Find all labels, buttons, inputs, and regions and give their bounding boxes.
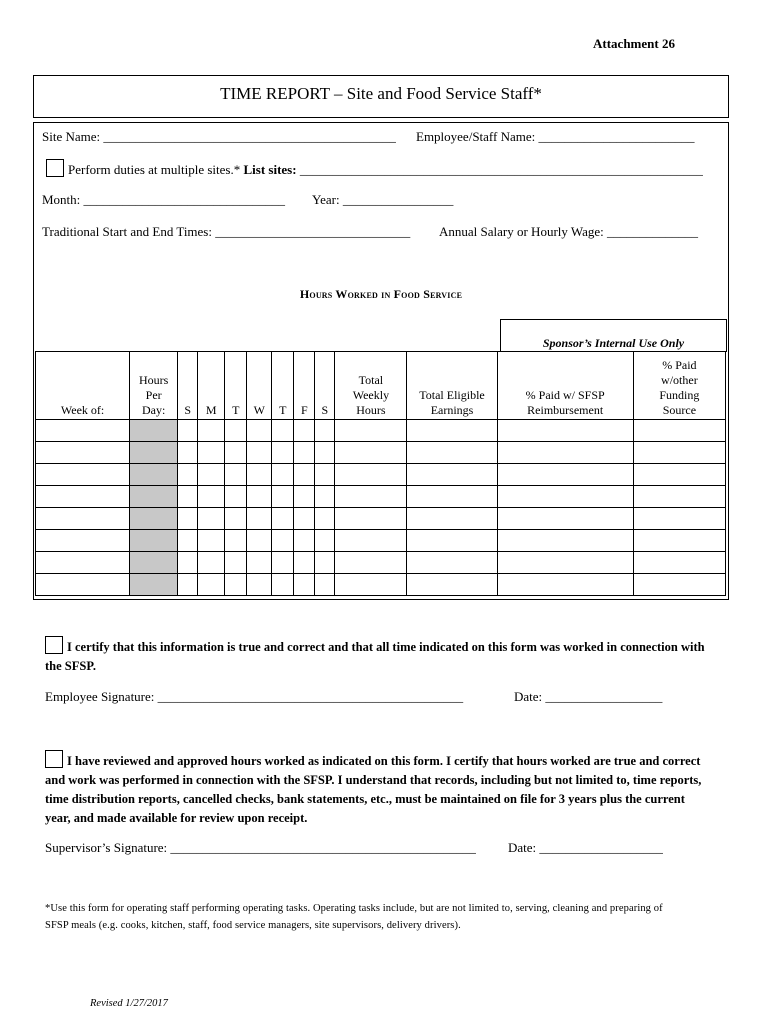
table-cell[interactable] xyxy=(225,486,247,508)
table-cell[interactable] xyxy=(315,574,335,596)
table-cell[interactable] xyxy=(335,486,407,508)
multiple-sites-label: Perform duties at multiple sites.* xyxy=(68,162,241,177)
table-cell[interactable] xyxy=(335,530,407,552)
table-cell[interactable] xyxy=(272,486,294,508)
table-cell[interactable] xyxy=(247,552,272,574)
list-sites-label: List sites: xyxy=(243,162,297,177)
table-cell[interactable] xyxy=(633,574,725,596)
table-cell[interactable] xyxy=(225,442,247,464)
col-friday: F xyxy=(294,352,315,420)
col-tuesday: T xyxy=(225,352,247,420)
table-cell[interactable] xyxy=(178,508,198,530)
table-cell[interactable] xyxy=(633,442,725,464)
table-cell[interactable] xyxy=(36,530,130,552)
col-week: Week of: xyxy=(36,352,130,420)
table-cell[interactable] xyxy=(225,508,247,530)
table-cell[interactable] xyxy=(315,552,335,574)
table-cell[interactable] xyxy=(497,486,633,508)
table-cell[interactable] xyxy=(36,508,130,530)
table-cell[interactable] xyxy=(225,530,247,552)
form-box xyxy=(33,122,729,600)
table-cell[interactable] xyxy=(247,420,272,442)
supervisor-certify-text: I have reviewed and approved hours worked as indicated on this form. I certify that hours worked are true and correct and work was performed in connection with the SFSP. I understand that records, including but not limited to, time reports, time distribution reports, cancelled checks, bank statements, etc., must be maintained on file for 3 years plus the current year, and made available for review upon receipt. xyxy=(45,754,702,825)
table-cell[interactable] xyxy=(247,464,272,486)
title-box xyxy=(33,75,729,118)
hours-per-day-cell xyxy=(130,464,178,486)
employee-certify-checkbox[interactable] xyxy=(45,636,63,654)
table-cell[interactable] xyxy=(225,420,247,442)
col-saturday: S xyxy=(315,352,335,420)
employee-date-field[interactable]: Date: __________________ xyxy=(514,689,663,704)
table-cell[interactable] xyxy=(315,486,335,508)
table-cell[interactable] xyxy=(247,508,272,530)
table-cell[interactable] xyxy=(225,552,247,574)
table-cell[interactable] xyxy=(247,442,272,464)
table-cell[interactable] xyxy=(272,508,294,530)
multiple-sites-row xyxy=(46,159,703,178)
table-cell[interactable] xyxy=(407,508,497,530)
table-cell[interactable] xyxy=(294,508,315,530)
table-cell[interactable] xyxy=(178,530,198,552)
col-hours-per-day: Hours Per Day: xyxy=(130,352,178,420)
table-cell[interactable] xyxy=(633,486,725,508)
attachment-label: Attachment 26 xyxy=(593,36,675,51)
revised-date: Revised 1/27/2017 xyxy=(90,998,168,1009)
table-cell[interactable] xyxy=(198,442,225,464)
table-cell[interactable] xyxy=(272,420,294,442)
table-cell[interactable] xyxy=(335,420,407,442)
table-cell[interactable] xyxy=(272,464,294,486)
table-cell[interactable] xyxy=(497,530,633,552)
col-paid-sfsp: % Paid w/ SFSP Reimbursement xyxy=(497,352,633,420)
table-cell[interactable] xyxy=(407,530,497,552)
table-cell[interactable] xyxy=(294,574,315,596)
table-cell[interactable] xyxy=(247,486,272,508)
hours-per-day-cell xyxy=(130,508,178,530)
table-header-row xyxy=(36,352,726,420)
employee-signature-field[interactable]: Employee Signature: _______________________________________________ xyxy=(45,689,464,704)
table-cell[interactable] xyxy=(335,552,407,574)
table-cell[interactable] xyxy=(633,552,725,574)
table-cell[interactable] xyxy=(497,552,633,574)
table-cell[interactable] xyxy=(497,508,633,530)
table-row xyxy=(36,574,726,596)
col-total-eligible: Total Eligible Earnings xyxy=(407,352,497,420)
table-cell[interactable] xyxy=(335,442,407,464)
table-cell[interactable] xyxy=(407,464,497,486)
multiple-sites-checkbox[interactable] xyxy=(46,159,64,177)
table-row xyxy=(36,464,726,486)
table-row xyxy=(36,486,726,508)
list-sites-field[interactable]: ______________________________________________________________ xyxy=(299,162,703,177)
table-cell[interactable] xyxy=(335,574,407,596)
sponsor-internal-label: Sponsor’s Internal Use Only xyxy=(542,336,685,350)
table-cell[interactable] xyxy=(178,420,198,442)
table-cell[interactable] xyxy=(36,486,130,508)
table-cell[interactable] xyxy=(198,486,225,508)
table-cell[interactable] xyxy=(198,508,225,530)
table-row xyxy=(36,530,726,552)
table-cell[interactable] xyxy=(198,530,225,552)
table-cell[interactable] xyxy=(407,552,497,574)
supervisor-signature-field[interactable]: Supervisor’s Signature: _______________________________________________ xyxy=(45,840,476,855)
table-cell[interactable] xyxy=(36,464,130,486)
table-cell[interactable] xyxy=(247,574,272,596)
table-cell[interactable] xyxy=(178,442,198,464)
table-cell[interactable] xyxy=(294,442,315,464)
table-cell[interactable] xyxy=(407,486,497,508)
table-cell[interactable] xyxy=(315,464,335,486)
table-cell[interactable] xyxy=(36,552,130,574)
table-cell[interactable] xyxy=(407,442,497,464)
table-cell[interactable] xyxy=(407,420,497,442)
table-cell[interactable] xyxy=(294,552,315,574)
table-cell[interactable] xyxy=(497,574,633,596)
col-monday: M xyxy=(198,352,225,420)
table-cell[interactable] xyxy=(407,574,497,596)
col-wednesday: W xyxy=(247,352,272,420)
table-cell[interactable] xyxy=(315,442,335,464)
supervisor-certify-checkbox[interactable] xyxy=(45,750,63,768)
month-field[interactable]: Month: _______________________________ xyxy=(42,192,286,207)
hours-per-day-cell xyxy=(130,574,178,596)
table-cell[interactable] xyxy=(294,464,315,486)
page-title: TIME REPORT – Site and Food Service Staff* xyxy=(220,84,542,103)
site-name-field[interactable]: Site Name: _____________________________________________ xyxy=(42,129,396,144)
table-row xyxy=(36,442,726,464)
table-cell[interactable] xyxy=(272,574,294,596)
table-cell[interactable] xyxy=(315,420,335,442)
table-cell[interactable] xyxy=(178,464,198,486)
table-row xyxy=(36,508,726,530)
employee-certify-text: I certify that this information is true and correct and that all time indicated on this form was worked in connection with the SFSP. xyxy=(45,640,705,673)
table-row xyxy=(36,552,726,574)
table-cell[interactable] xyxy=(178,486,198,508)
table-cell[interactable] xyxy=(178,552,198,574)
table-cell[interactable] xyxy=(247,530,272,552)
table-cell[interactable] xyxy=(198,552,225,574)
table-cell[interactable] xyxy=(335,508,407,530)
hours-per-day-cell xyxy=(130,420,178,442)
hours-table xyxy=(35,351,726,596)
table-cell[interactable] xyxy=(272,442,294,464)
footnote: *Use this form for operating staff performing operating tasks. Operating tasks include, but are not limited to, serving, cleaning and preparing of SFSP meals (e.g. cooks, kitchen, staff, food service managers, site supervisors, delivery drivers). xyxy=(45,903,663,931)
table-cell[interactable] xyxy=(633,420,725,442)
supervisor-certify-block xyxy=(45,750,705,828)
table-cell[interactable] xyxy=(633,508,725,530)
table-cell[interactable] xyxy=(497,420,633,442)
col-thursday: T xyxy=(272,352,294,420)
supervisor-date-field[interactable]: Date: ___________________ xyxy=(508,840,663,855)
col-sunday: S xyxy=(178,352,198,420)
start-end-times-field[interactable]: Traditional Start and End Times: ______________________________ xyxy=(42,224,411,239)
hours-per-day-cell xyxy=(130,486,178,508)
table-cell[interactable] xyxy=(335,464,407,486)
year-field[interactable]: Year: _________________ xyxy=(312,192,454,207)
employee-certify-block xyxy=(45,636,705,676)
section-title: Hours Worked in Food Service xyxy=(299,287,463,301)
table-cell[interactable] xyxy=(225,574,247,596)
table-cell[interactable] xyxy=(497,464,633,486)
table-cell[interactable] xyxy=(198,464,225,486)
sponsor-internal-box xyxy=(500,319,727,352)
employee-name-field[interactable]: Employee/Staff Name: ________________________ xyxy=(416,129,695,144)
table-cell[interactable] xyxy=(272,552,294,574)
table-cell[interactable] xyxy=(497,442,633,464)
table-cell[interactable] xyxy=(36,442,130,464)
table-cell[interactable] xyxy=(198,574,225,596)
col-paid-other: % Paid w/other Funding Source xyxy=(633,352,725,420)
hours-per-day-cell xyxy=(130,530,178,552)
table-cell[interactable] xyxy=(315,530,335,552)
table-row xyxy=(36,420,726,442)
table-cell[interactable] xyxy=(294,530,315,552)
table-cell[interactable] xyxy=(36,420,130,442)
table-cell[interactable] xyxy=(294,420,315,442)
table-cell[interactable] xyxy=(294,486,315,508)
table-cell[interactable] xyxy=(36,574,130,596)
col-total-weekly: Total Weekly Hours xyxy=(335,352,407,420)
table-cell[interactable] xyxy=(633,530,725,552)
hours-per-day-cell xyxy=(130,442,178,464)
table-cell[interactable] xyxy=(198,420,225,442)
table-cell[interactable] xyxy=(633,464,725,486)
salary-field[interactable]: Annual Salary or Hourly Wage: ______________ xyxy=(439,224,699,239)
table-cell[interactable] xyxy=(315,508,335,530)
table-cell[interactable] xyxy=(178,574,198,596)
table-cell[interactable] xyxy=(225,464,247,486)
hours-per-day-cell xyxy=(130,552,178,574)
table-cell[interactable] xyxy=(272,530,294,552)
